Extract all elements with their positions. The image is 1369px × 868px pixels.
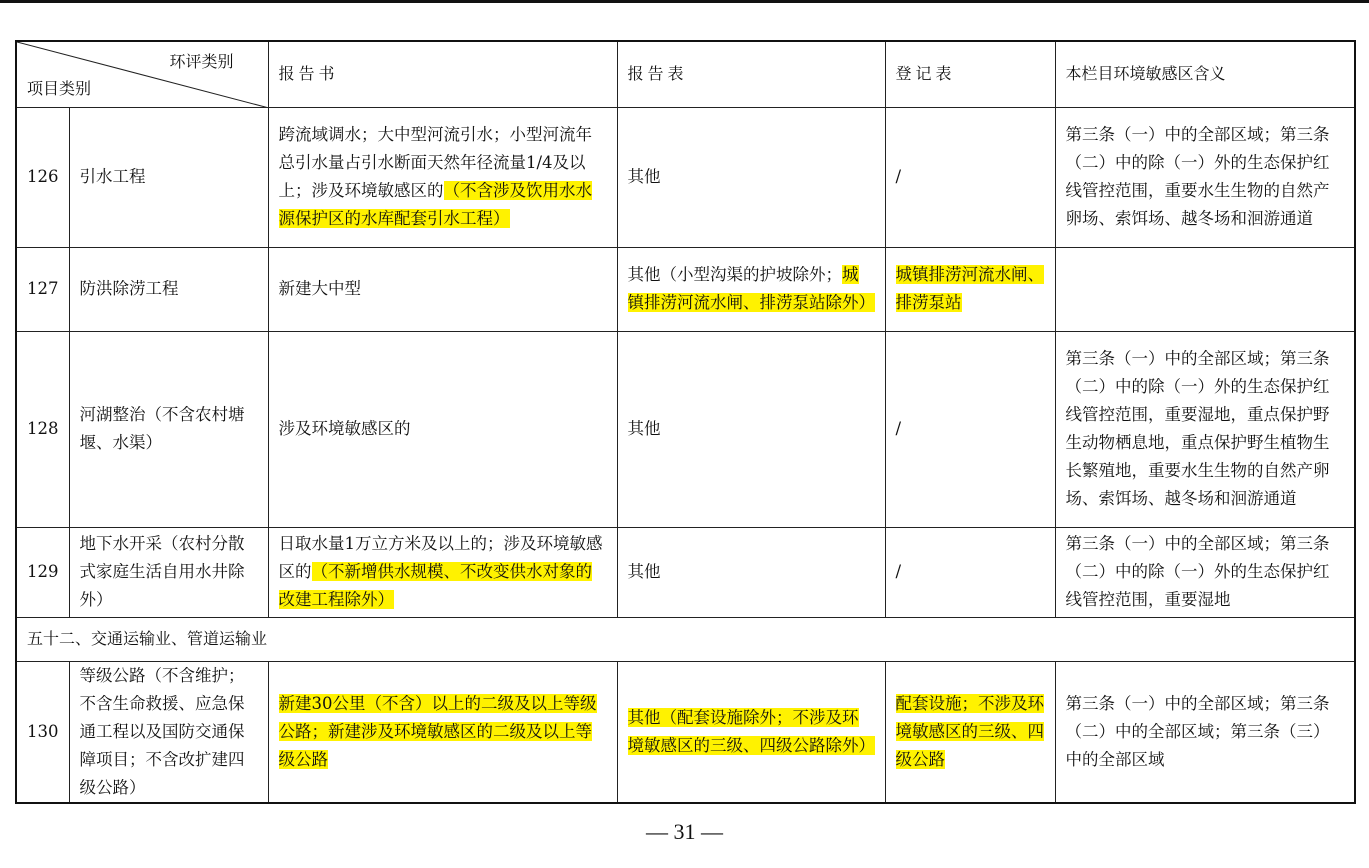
sensitive-area-cell [1055, 247, 1355, 331]
report-book-highlight: （不新增供水规模、不改变供水对象的改建工程除外） [278, 562, 592, 609]
report-form-cell: 其他 [617, 527, 885, 617]
registration-cell [885, 661, 1055, 803]
registration-cell [885, 247, 1055, 331]
table-row-126 [16, 107, 1355, 247]
table-header-row [16, 41, 1355, 107]
report-book-cell [268, 661, 617, 803]
project-name: 引水工程 [69, 107, 268, 247]
eia-category-label: 环评类别 [169, 52, 234, 71]
registration-cell: / [885, 331, 1055, 527]
report-book-cell [268, 527, 617, 617]
report-form-highlight: 其他（配套设施除外；不涉及环境敏感区的三级、四级公路除外） [627, 707, 875, 755]
report-book-text: 跨流域调水；大中型河流引水；小型河流年总引水量占引水断面天然年径流量1/4及以上；涉及环境敏感区的 [278, 125, 592, 200]
sensitive-area-cell: 第三条（一）中的全部区域；第三条（二）中的除（一）外的生态保护红线管控范围，重要湿地 [1055, 527, 1355, 617]
sensitive-area-cell: 第三条（一）中的全部区域；第三条（二）中的除（一）外的生态保护红线管控范围，重要湿地，重点保护野生动物栖息地，重点保护野生植物生长繁殖地，重要水生生物的自然产卵场、索饵场、越冬场和洄游通道 [1055, 331, 1355, 527]
page-number: — 31 — [646, 819, 723, 844]
project-name: 等级公路（不含维护；不含生命救援、应急保通工程以及国防交通保障项目；不含改扩建四级公路） [69, 661, 268, 803]
report-book-cell: 涉及环境敏感区的 [268, 331, 617, 527]
project-name: 河湖整治（不含农村塘堰、水渠） [69, 331, 268, 527]
report-book-cell: 新建大中型 [268, 247, 617, 331]
report-form-text: 其他（小型沟渠的护坡除外； [627, 265, 842, 284]
report-book-header: 报告书 [268, 41, 617, 107]
table-row-127 [16, 247, 1355, 331]
table-row-130 [16, 661, 1355, 803]
table-row-129 [16, 527, 1355, 617]
row-number: 130 [16, 661, 69, 803]
project-name: 地下水开采（农村分散式家庭生活自用水井除外） [69, 527, 268, 617]
registration-highlight: 配套设施；不涉及环境敏感区的三级、四级公路 [895, 693, 1044, 769]
project-name: 防洪除涝工程 [69, 247, 268, 331]
top-rule [0, 0, 1369, 3]
report-form-cell: 其他 [617, 107, 885, 247]
section-row [16, 617, 1355, 661]
row-number: 128 [16, 331, 69, 527]
row-number: 126 [16, 107, 69, 247]
section-heading: 五十二、交通运输业、管道运输业 [16, 617, 1355, 661]
report-form-cell: 其他 [617, 331, 885, 527]
classification-table [15, 40, 1356, 804]
registration-form-header: 登记表 [885, 41, 1055, 107]
row-number: 129 [16, 527, 69, 617]
report-book-highlight: 新建30公里（不含）以上的二级及以上等级公路；新建涉及环境敏感区的二级及以上等级公路 [278, 693, 597, 769]
registration-cell: / [885, 107, 1055, 247]
sensitive-area-cell: 第三条（一）中的全部区域；第三条（二）中的除（一）外的生态保护红线管控范围，重要水生生物的自然产卵场、索饵场、越冬场和洄游通道 [1055, 107, 1355, 247]
sensitive-area-cell: 第三条（一）中的全部区域；第三条（二）中的全部区域；第三条（三）中的全部区域 [1055, 661, 1355, 803]
report-form-cell [617, 247, 885, 331]
report-form-highlight: 城镇排涝河流水闸、排涝泵站除外） [627, 265, 875, 312]
project-category-label: 项目类别 [27, 78, 92, 98]
table-row-128 [16, 331, 1355, 527]
registration-highlight: 城镇排涝河流水闸、排涝泵站 [895, 265, 1044, 312]
report-form-header: 报告表 [617, 41, 885, 107]
sensitive-area-header: 本栏目环境敏感区含义 [1055, 41, 1355, 107]
registration-cell: / [885, 527, 1055, 617]
report-book-text: 日取水量1万立方米及以上的；涉及环境敏感区的 [278, 534, 603, 581]
row-number: 127 [16, 247, 69, 331]
report-book-cell [268, 107, 617, 247]
report-form-cell [617, 661, 885, 803]
report-book-highlight: （不含涉及饮用水水源保护区的水库配套引水工程） [278, 181, 592, 228]
diagonal-header-cell [16, 41, 268, 107]
